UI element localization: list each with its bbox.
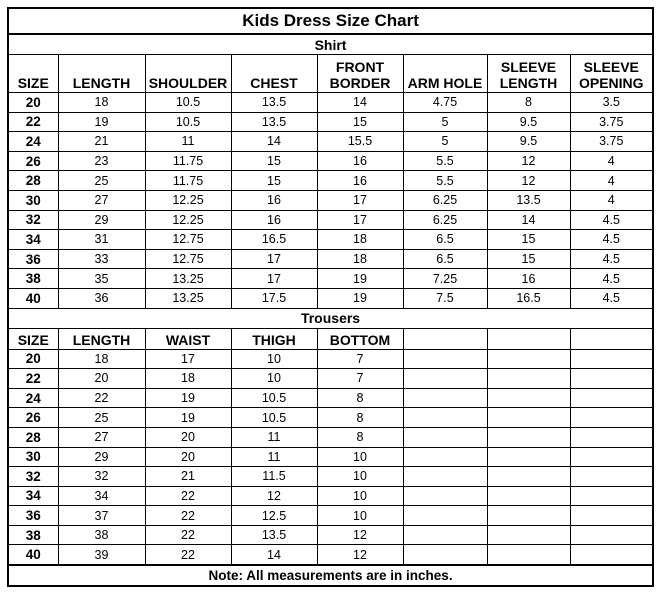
shirt-value-cell: 4.5 <box>570 210 653 230</box>
shirt-value-cell: 4 <box>570 171 653 191</box>
shirt-size-cell: 20 <box>8 93 58 113</box>
trousers-value-cell: 12.5 <box>231 506 317 526</box>
table-row <box>8 525 653 545</box>
shirt-value-cell: 31 <box>58 230 145 250</box>
trousers-value-cell: 22 <box>145 506 231 526</box>
shirt-value-cell: 12.25 <box>145 210 231 230</box>
shirt-section-label: Shirt <box>8 34 653 55</box>
trousers-value-cell <box>403 525 487 545</box>
trousers-value-cell: 8 <box>317 408 403 428</box>
trousers-section-label: Trousers <box>8 308 653 328</box>
shirt-size-cell: 22 <box>8 112 58 132</box>
shirt-value-cell: 17 <box>317 210 403 230</box>
trousers-value-cell <box>570 369 653 389</box>
shirt-value-cell: 5 <box>403 132 487 152</box>
shirt-header-row <box>8 55 653 93</box>
trousers-column-header: SIZE <box>8 328 58 349</box>
trousers-value-cell: 11.5 <box>231 467 317 487</box>
shirt-value-cell: 4 <box>570 190 653 210</box>
shirt-value-cell: 8 <box>487 93 570 113</box>
trousers-value-cell <box>570 388 653 408</box>
trousers-value-cell: 25 <box>58 408 145 428</box>
trousers-header-row <box>8 328 653 349</box>
trousers-value-cell: 32 <box>58 467 145 487</box>
shirt-size-cell: 38 <box>8 269 58 289</box>
shirt-value-cell: 11.75 <box>145 151 231 171</box>
trousers-value-cell <box>570 545 653 565</box>
table-row <box>8 230 653 250</box>
trousers-value-cell: 10 <box>231 349 317 369</box>
trousers-value-cell <box>403 349 487 369</box>
size-chart-table <box>7 7 654 587</box>
shirt-column-header: CHEST <box>231 55 317 93</box>
shirt-value-cell: 13.25 <box>145 269 231 289</box>
table-row <box>8 486 653 506</box>
trousers-value-cell <box>487 486 570 506</box>
trousers-size-cell: 20 <box>8 349 58 369</box>
shirt-value-cell: 25 <box>58 171 145 191</box>
trousers-value-cell <box>487 545 570 565</box>
table-row <box>8 210 653 230</box>
shirt-value-cell: 16 <box>231 210 317 230</box>
shirt-value-cell: 7.25 <box>403 269 487 289</box>
shirt-value-cell: 17 <box>317 190 403 210</box>
trousers-value-cell: 12 <box>317 525 403 545</box>
shirt-value-cell: 3.75 <box>570 112 653 132</box>
trousers-size-cell: 30 <box>8 447 58 467</box>
trousers-size-cell: 38 <box>8 525 58 545</box>
trousers-value-cell: 20 <box>145 447 231 467</box>
shirt-size-cell: 24 <box>8 132 58 152</box>
trousers-value-cell <box>487 369 570 389</box>
trousers-value-cell: 39 <box>58 545 145 565</box>
trousers-size-cell: 26 <box>8 408 58 428</box>
shirt-value-cell: 6.5 <box>403 230 487 250</box>
shirt-value-cell: 17 <box>231 269 317 289</box>
trousers-value-cell <box>570 525 653 545</box>
trousers-value-cell <box>403 427 487 447</box>
trousers-value-cell: 7 <box>317 349 403 369</box>
shirt-value-cell: 9.5 <box>487 112 570 132</box>
trousers-value-cell <box>570 486 653 506</box>
shirt-value-cell: 5 <box>403 112 487 132</box>
shirt-size-cell: 28 <box>8 171 58 191</box>
trousers-column-header: BOTTOM <box>317 328 403 349</box>
trousers-value-cell <box>570 467 653 487</box>
shirt-value-cell: 16.5 <box>231 230 317 250</box>
shirt-value-cell: 15 <box>231 151 317 171</box>
trousers-value-cell: 34 <box>58 486 145 506</box>
shirt-value-cell: 13.25 <box>145 288 231 308</box>
table-row <box>8 447 653 467</box>
trousers-value-cell <box>403 467 487 487</box>
trousers-column-header: LENGTH <box>58 328 145 349</box>
shirt-value-cell: 16 <box>231 190 317 210</box>
shirt-value-cell: 18 <box>317 230 403 250</box>
shirt-value-cell: 5.5 <box>403 151 487 171</box>
trousers-value-cell: 8 <box>317 388 403 408</box>
trousers-value-cell: 10 <box>317 447 403 467</box>
shirt-value-cell: 36 <box>58 288 145 308</box>
table-row <box>8 112 653 132</box>
shirt-column-header: SIZE <box>8 55 58 93</box>
shirt-size-cell: 36 <box>8 249 58 269</box>
shirt-value-cell: 16 <box>317 151 403 171</box>
size-chart-sheet <box>7 7 652 591</box>
shirt-value-cell: 12 <box>487 171 570 191</box>
shirt-value-cell: 6.25 <box>403 210 487 230</box>
trousers-value-cell <box>403 369 487 389</box>
trousers-value-cell: 18 <box>58 349 145 369</box>
shirt-value-cell: 4 <box>570 151 653 171</box>
shirt-value-cell: 14 <box>317 93 403 113</box>
shirt-value-cell: 16 <box>487 269 570 289</box>
trousers-value-cell: 37 <box>58 506 145 526</box>
table-row <box>8 190 653 210</box>
shirt-column-header: FRONT BORDER <box>317 55 403 93</box>
shirt-value-cell: 12.75 <box>145 249 231 269</box>
shirt-value-cell: 19 <box>58 112 145 132</box>
trousers-value-cell: 10.5 <box>231 408 317 428</box>
trousers-value-cell <box>487 427 570 447</box>
shirt-value-cell: 18 <box>58 93 145 113</box>
shirt-column-header: SHOULDER <box>145 55 231 93</box>
table-row <box>8 506 653 526</box>
trousers-value-cell <box>570 349 653 369</box>
trousers-size-cell: 40 <box>8 545 58 565</box>
shirt-value-cell: 35 <box>58 269 145 289</box>
shirt-value-cell: 29 <box>58 210 145 230</box>
trousers-value-cell: 14 <box>231 545 317 565</box>
shirt-value-cell: 12.25 <box>145 190 231 210</box>
shirt-value-cell: 16.5 <box>487 288 570 308</box>
shirt-value-cell: 17 <box>231 249 317 269</box>
shirt-column-header: LENGTH <box>58 55 145 93</box>
trousers-column-header: WAIST <box>145 328 231 349</box>
trousers-value-cell: 18 <box>145 369 231 389</box>
trousers-value-cell: 7 <box>317 369 403 389</box>
table-row <box>8 369 653 389</box>
trousers-value-cell: 10 <box>317 486 403 506</box>
trousers-size-cell: 36 <box>8 506 58 526</box>
trousers-value-cell: 27 <box>58 427 145 447</box>
trousers-value-cell <box>487 408 570 428</box>
trousers-value-cell <box>570 427 653 447</box>
trousers-value-cell <box>403 408 487 428</box>
trousers-size-cell: 22 <box>8 369 58 389</box>
table-row <box>8 93 653 113</box>
trousers-value-cell <box>403 545 487 565</box>
shirt-value-cell: 12.75 <box>145 230 231 250</box>
trousers-value-cell: 11 <box>231 447 317 467</box>
trousers-value-cell: 19 <box>145 388 231 408</box>
shirt-value-cell: 10.5 <box>145 93 231 113</box>
trousers-size-cell: 32 <box>8 467 58 487</box>
shirt-value-cell: 23 <box>58 151 145 171</box>
shirt-value-cell: 10.5 <box>145 112 231 132</box>
trousers-column-header: THIGH <box>231 328 317 349</box>
table-row <box>8 427 653 447</box>
trousers-value-cell <box>487 525 570 545</box>
trousers-size-cell: 28 <box>8 427 58 447</box>
chart-title: Kids Dress Size Chart <box>8 8 653 34</box>
shirt-value-cell: 6.25 <box>403 190 487 210</box>
trousers-value-cell: 17 <box>145 349 231 369</box>
size-chart-body <box>8 8 653 586</box>
shirt-size-cell: 40 <box>8 288 58 308</box>
trousers-value-cell: 10 <box>231 369 317 389</box>
shirt-column-header: ARM HOLE <box>403 55 487 93</box>
table-row <box>8 132 653 152</box>
trousers-value-cell <box>487 447 570 467</box>
shirt-value-cell: 14 <box>231 132 317 152</box>
trousers-value-cell <box>403 447 487 467</box>
shirt-value-cell: 4.5 <box>570 249 653 269</box>
trousers-value-cell: 19 <box>145 408 231 428</box>
shirt-value-cell: 19 <box>317 269 403 289</box>
shirt-value-cell: 15 <box>487 249 570 269</box>
shirt-value-cell: 18 <box>317 249 403 269</box>
shirt-value-cell: 33 <box>58 249 145 269</box>
trousers-value-cell <box>487 388 570 408</box>
shirt-value-cell: 27 <box>58 190 145 210</box>
table-row <box>8 349 653 369</box>
shirt-value-cell: 13.5 <box>487 190 570 210</box>
trousers-value-cell <box>403 486 487 506</box>
shirt-value-cell: 16 <box>317 171 403 191</box>
shirt-value-cell: 19 <box>317 288 403 308</box>
trousers-value-cell <box>487 506 570 526</box>
shirt-value-cell: 14 <box>487 210 570 230</box>
trousers-value-cell: 22 <box>145 545 231 565</box>
shirt-value-cell: 13.5 <box>231 112 317 132</box>
trousers-column-header <box>487 328 570 349</box>
shirt-value-cell: 13.5 <box>231 93 317 113</box>
table-row <box>8 288 653 308</box>
table-row <box>8 408 653 428</box>
trousers-value-cell: 10 <box>317 467 403 487</box>
table-row <box>8 249 653 269</box>
trousers-column-header <box>570 328 653 349</box>
shirt-value-cell: 3.75 <box>570 132 653 152</box>
trousers-value-cell: 21 <box>145 467 231 487</box>
trousers-value-cell <box>570 447 653 467</box>
table-row <box>8 171 653 191</box>
measurement-note: Note: All measurements are in inches. <box>8 565 653 586</box>
table-row <box>8 545 653 565</box>
table-row <box>8 151 653 171</box>
trousers-value-cell <box>487 467 570 487</box>
trousers-value-cell: 22 <box>145 486 231 506</box>
trousers-value-cell <box>570 408 653 428</box>
table-row <box>8 269 653 289</box>
shirt-value-cell: 11.75 <box>145 171 231 191</box>
shirt-value-cell: 5.5 <box>403 171 487 191</box>
trousers-value-cell <box>570 506 653 526</box>
table-row <box>8 388 653 408</box>
shirt-value-cell: 12 <box>487 151 570 171</box>
shirt-column-header: SLEEVE LENGTH <box>487 55 570 93</box>
trousers-value-cell <box>487 349 570 369</box>
shirt-value-cell: 6.5 <box>403 249 487 269</box>
trousers-column-header <box>403 328 487 349</box>
trousers-size-cell: 34 <box>8 486 58 506</box>
shirt-value-cell: 3.5 <box>570 93 653 113</box>
shirt-column-header: SLEEVE OPENING <box>570 55 653 93</box>
trousers-value-cell: 10.5 <box>231 388 317 408</box>
shirt-value-cell: 9.5 <box>487 132 570 152</box>
shirt-size-cell: 32 <box>8 210 58 230</box>
shirt-value-cell: 7.5 <box>403 288 487 308</box>
trousers-value-cell: 11 <box>231 427 317 447</box>
trousers-value-cell: 12 <box>231 486 317 506</box>
trousers-value-cell <box>403 506 487 526</box>
shirt-value-cell: 15 <box>317 112 403 132</box>
trousers-value-cell: 8 <box>317 427 403 447</box>
shirt-value-cell: 4.5 <box>570 230 653 250</box>
trousers-value-cell: 20 <box>58 369 145 389</box>
shirt-size-cell: 30 <box>8 190 58 210</box>
trousers-value-cell: 20 <box>145 427 231 447</box>
shirt-value-cell: 15 <box>231 171 317 191</box>
trousers-value-cell <box>403 388 487 408</box>
table-row <box>8 467 653 487</box>
shirt-size-cell: 34 <box>8 230 58 250</box>
trousers-value-cell: 22 <box>145 525 231 545</box>
trousers-size-cell: 24 <box>8 388 58 408</box>
shirt-value-cell: 17.5 <box>231 288 317 308</box>
trousers-value-cell: 13.5 <box>231 525 317 545</box>
shirt-value-cell: 15 <box>487 230 570 250</box>
shirt-value-cell: 4.5 <box>570 269 653 289</box>
trousers-value-cell: 10 <box>317 506 403 526</box>
trousers-value-cell: 29 <box>58 447 145 467</box>
trousers-value-cell: 22 <box>58 388 145 408</box>
shirt-value-cell: 15.5 <box>317 132 403 152</box>
shirt-value-cell: 11 <box>145 132 231 152</box>
shirt-value-cell: 21 <box>58 132 145 152</box>
shirt-value-cell: 4.75 <box>403 93 487 113</box>
trousers-value-cell: 38 <box>58 525 145 545</box>
shirt-value-cell: 4.5 <box>570 288 653 308</box>
shirt-size-cell: 26 <box>8 151 58 171</box>
trousers-value-cell: 12 <box>317 545 403 565</box>
